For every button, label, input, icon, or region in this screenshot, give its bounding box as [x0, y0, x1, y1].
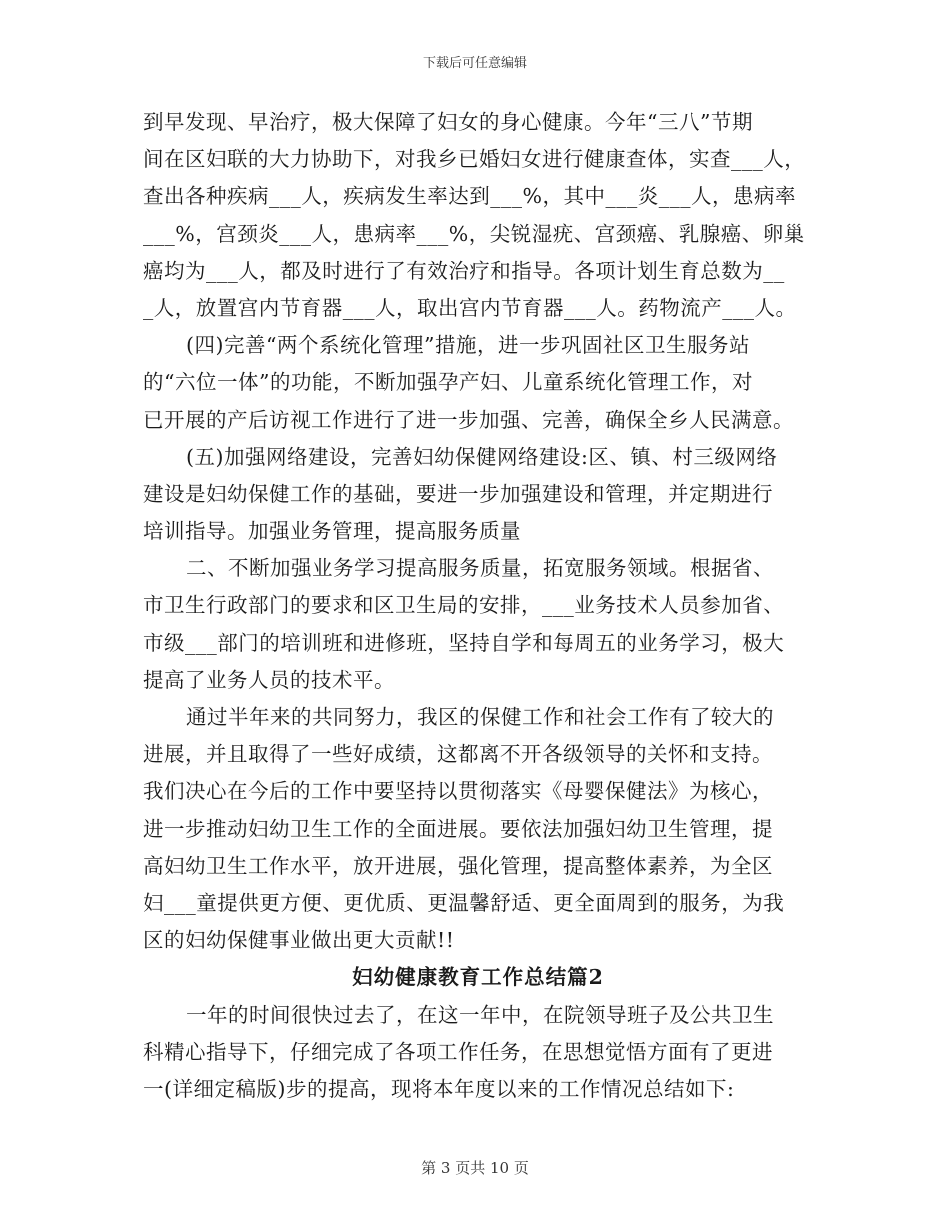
body-paragraphs [143, 104, 813, 959]
text-line: (四)完善“两个系统化管理”措施，进一步巩固社区卫生服务站 [186, 333, 750, 358]
page-header: 下载后可任意编辑 [422, 56, 527, 71]
text-line: 进一步推动妇幼卫生工作的全面进展。要依法加强妇幼卫生管理，提 [143, 816, 773, 841]
text-line: (五)加强网络建设，完善妇幼保健网络建设:区、镇、村三级网络 [186, 444, 778, 469]
text-line: 市卫生行政部门的要求和区卫生局的安排，___业务技术人员参加省、 [143, 593, 785, 618]
text-line: 高妇幼卫生工作水平，放开进展，强化管理，提高整体素养，为全区 [143, 853, 773, 878]
page-footer: 第 3 页共 10 页 [421, 1159, 529, 1177]
text-line: 已开展的产后访视工作进行了进一步加强、完善，确保全乡人民满意。 [143, 407, 794, 432]
text-line: 区的妇幼保健事业做出更大贡献!! [143, 928, 455, 953]
text-line: 一年的时间很快过去了，在这一年中，在院领导班子及公共卫生 [186, 1002, 774, 1027]
text-line: _人，放置宫内节育器___人，取出宫内节育器___人。药物流产___人。 [143, 295, 797, 320]
text-line: 科精心指导下，仔细完成了各项工作任务，在思想觉悟方面有了更进 [143, 1039, 773, 1064]
section-title: 妇幼健康教育工作总结篇2 [352, 965, 604, 990]
text-line: 的“六位一体”的功能，不断加强孕产妇、儿童系统化管理工作，对 [143, 370, 753, 395]
text-line: 通过半年来的共同努力，我区的保健工作和社会工作有了较大的 [186, 705, 774, 729]
text-line: 我们决心在今后的工作中要坚持以贯彻落实《母婴保健法》为核心， [143, 779, 773, 804]
text-line: 查出各种疾病___人，疾病发生率达到___%，其中___炎___人，患病率 [143, 184, 796, 209]
text-line: 一(详细定稿版)步的提高，现将本年度以来的工作情况总结如下: [143, 1076, 735, 1101]
document-body [143, 104, 813, 1108]
body-paragraphs-2 [143, 997, 813, 1109]
text-line: 癌均为___人，都及时进行了有效治疗和指导。各项计划生育总数为__ [143, 258, 785, 283]
text-line: ___%，宫颈炎___人，患病率___%，尖锐湿疣、宫颈癌、乳腺癌、卵巢 [143, 221, 805, 246]
text-line: 市级___部门的培训班和进修班，坚持自学和每周五的业务学习，极大 [143, 630, 785, 655]
text-line: 建设是妇幼保健工作的基础，要进一步加强建设和管理，并定期进行 [143, 481, 773, 506]
text-line: 培训指导。加强业务管理，提高服务质量 [143, 519, 521, 544]
text-line: 二、不断加强业务学习提高服务质量，拓宽服务领域。根据省、 [186, 556, 774, 581]
text-line: 到早发现、早治疗，极大保障了妇女的身心健康。今年“三八”节期 [143, 110, 753, 134]
text-line: 提高了业务人员的技术平。 [143, 667, 395, 692]
text-line: 进展，并且取得了一些好成绩，这都离不开各级领导的关怀和支持。 [143, 742, 773, 767]
text-line: 妇___童提供更方便、更优质、更温馨舒适、更全面周到的服务，为我 [143, 890, 785, 915]
text-line: 间在区妇联的大力协助下，对我乡已婚妇女进行健康查体，实查___人， [143, 147, 806, 172]
